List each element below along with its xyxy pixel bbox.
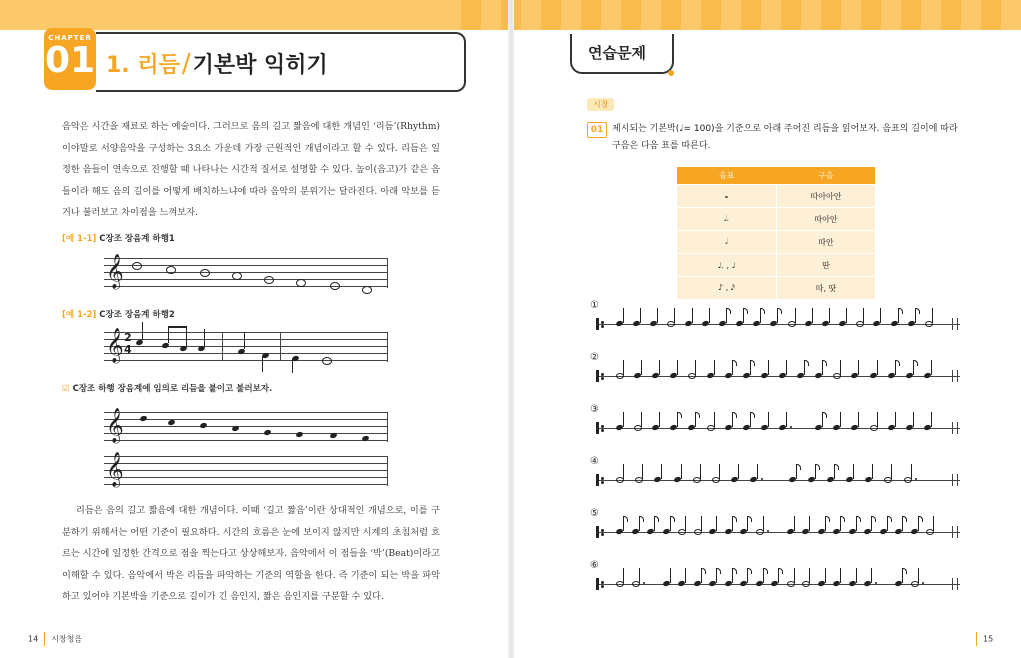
note-symbol: ♪ , 𝅘𝅥𝅯: [677, 277, 777, 300]
chapter-number: 01: [44, 40, 96, 81]
exercise-number: ②: [590, 352, 599, 363]
example-1-label: [62, 232, 175, 244]
footer-left: [28, 632, 82, 646]
title-main: 기본박 익히기: [192, 53, 328, 78]
syllable: 딴: [777, 254, 876, 277]
intro-paragraph: 음악은 시간을 재료로 하는 예술이다. 그러므로 음의 길고 짧음에 대한 개념인 ‘리듬’(Rhythm)이야말로 서양음악을 구성하는 3요소 가운데 가장 근원적인 개념이라고 할 수 있다. 리듬은 일정한 음들이 연속으로 진행할 때 나타나는 시간적 질서로 설명할 수 있다. 높이(음고)가 같은 음들이라 해도 음의 길이를 어떻게 배치하느냐에 따라 음악의 분위기는 달라진다. 아래 악보를 듣거나 불러보고 차이점을 느껴보자.: [62, 121, 440, 218]
table-row: [677, 231, 875, 254]
task-text: C장조 하행 장음계에 임의로 리듬을 붙이고 불러보자.: [72, 384, 273, 394]
rhythm-exercise-row: [590, 406, 960, 430]
exercise-number: ③: [590, 404, 599, 415]
example-1-tag: [예 1-1]: [62, 234, 97, 244]
page-number-left: 14: [28, 634, 39, 644]
table-row: [677, 254, 875, 277]
syllable: 따안: [777, 231, 876, 254]
treble-clef-icon: 𝄞: [106, 452, 124, 487]
table-row: [677, 208, 875, 231]
exercise-number: ⑤: [590, 508, 599, 519]
example-2-title: C장조 장음계 하행2: [99, 310, 175, 320]
staff-example-1: [104, 254, 388, 289]
example-2-label: [62, 308, 175, 320]
time-signature: 2 4: [124, 331, 132, 356]
exercise-number: ⑥: [590, 560, 599, 571]
staff-example-2: [104, 328, 388, 363]
rhythm-exercise-row: [590, 302, 960, 326]
note-symbol: 𝅝: [677, 185, 777, 208]
syllable: 따아아안: [777, 185, 876, 208]
note-symbol: 𝅗𝅥.: [677, 208, 777, 231]
orange-dot: [668, 70, 674, 76]
chapter-badge: [44, 28, 96, 90]
rhythm-exercise-row: [590, 458, 960, 482]
footer-right: [976, 632, 993, 646]
footer-title: 시창청음: [51, 634, 83, 644]
chapter-label: CHAPTER: [48, 34, 92, 42]
syllable: 따아안: [777, 208, 876, 231]
task-instruction: [62, 382, 272, 394]
example-2-tag: [예 1-2]: [62, 310, 97, 320]
table-header-note: 음표: [677, 167, 777, 185]
rhythm-exercise-row: [590, 354, 960, 378]
body-paragraph: 리듬은 음의 길고 짧음에 대한 개념이다. 이때 ‘길고 짧음’이란 상대적인 개념으로, 이를 구분하기 위해서는 어떤 기준이 필요하다. 시간의 흐름은 눈에 보이지 않지만 시계의 초침처럼 흐르는 시간에 일정한 간격으로 점을 찍는다고 상상해보자. 음악에서 이 점들을 ‘박’(Beat)이라고 이해할 수 있다. 음악에서 박은 리듬을 파악하는 기준의 역할을 한다. 즉 기준이 되는 박을 파악하고 있어야 기본박을 기준으로 길이가 긴 음인지, 짧은 음인지를 구분할 수 있다.: [62, 505, 440, 602]
exercise-number: ④: [590, 456, 599, 467]
staff-blank-1: [104, 408, 388, 443]
section-title: 연습문제: [588, 44, 646, 62]
rhythm-exercise-row: [590, 562, 960, 586]
note-symbol: ♩. , ♩: [677, 254, 777, 277]
question-number: 01: [587, 122, 607, 138]
treble-clef-icon: 𝄞: [106, 328, 124, 363]
rhythm-exercise-row: [590, 510, 960, 534]
exercise-number: ①: [590, 300, 599, 311]
table-row: [677, 277, 875, 300]
title-number: 1. 리듬: [106, 53, 180, 78]
table-row: [677, 185, 875, 208]
page-title: 1. 리듬/기본박 익히기: [106, 49, 328, 79]
staff-blank-2: [104, 452, 388, 487]
category-tag: 시창: [587, 98, 614, 111]
example-1-title: C장조 장음계 하행1: [99, 234, 175, 244]
book-gutter: [508, 0, 514, 658]
checkbox-icon: ☑: [62, 384, 70, 394]
treble-clef-icon: 𝄞: [106, 254, 124, 289]
syllable: 따, 땃: [777, 277, 876, 300]
page-number-right: 15: [983, 634, 994, 644]
table-header-syllable: 구음: [777, 167, 876, 185]
treble-clef-icon: 𝄞: [106, 408, 124, 443]
note-symbol: 𝅗𝅥: [677, 231, 777, 254]
question-text: 제시되는 기본박(♩= 100)을 기준으로 아래 주어진 리듬을 읽어보자. 음표의 길이에 따라 구음은 다음 표를 따른다.: [612, 124, 958, 151]
rhythm-table: [677, 167, 875, 299]
